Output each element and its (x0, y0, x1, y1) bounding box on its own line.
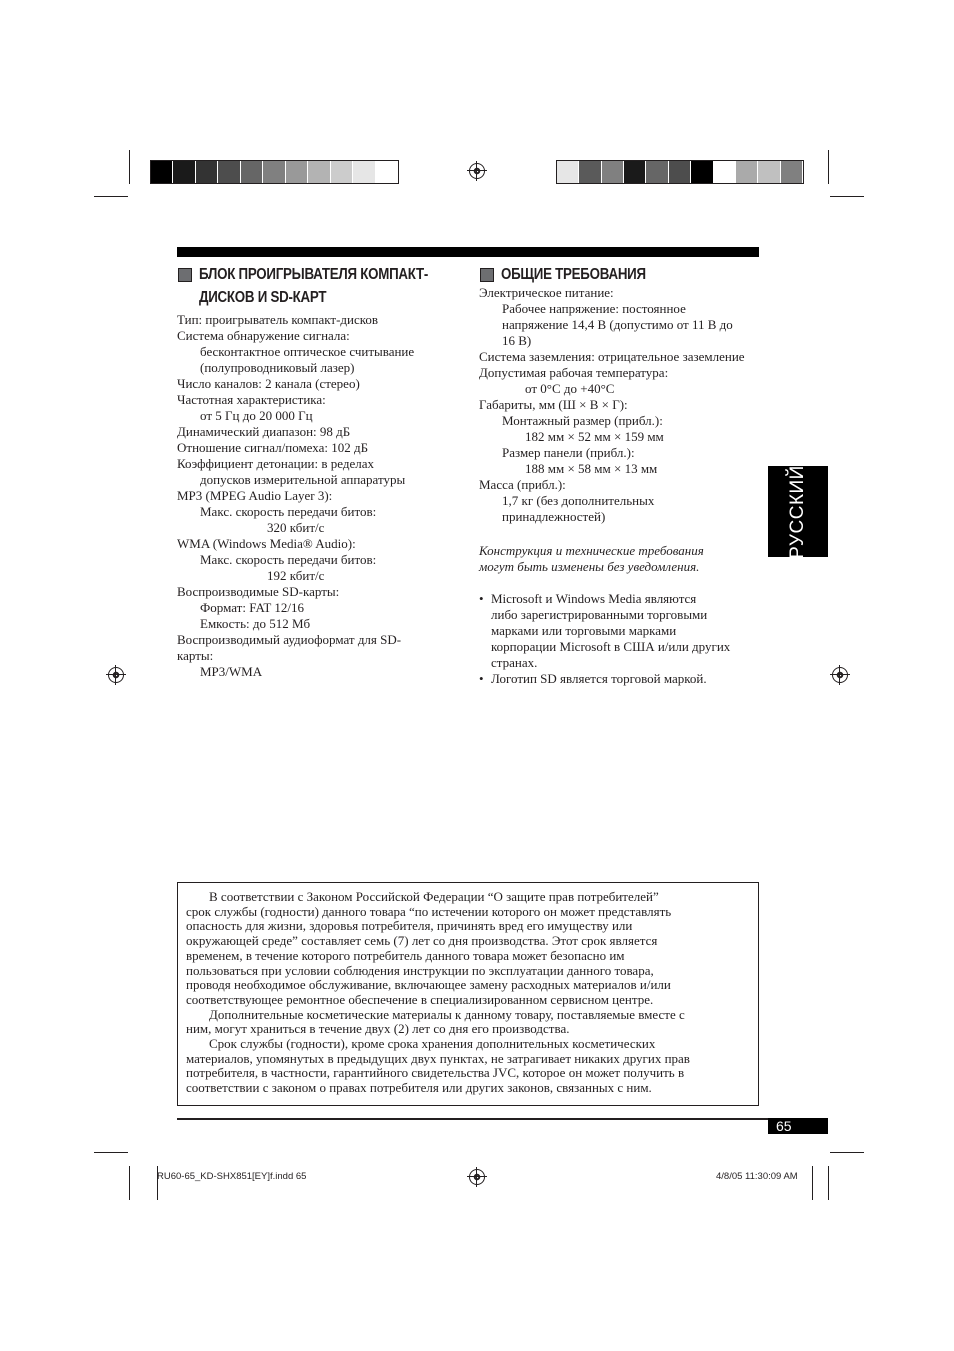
spec-line: Система заземления: отрицательное заземление (479, 349, 745, 364)
registration-mark-icon (469, 1169, 485, 1185)
color-swatch (579, 161, 601, 183)
color-swatch (736, 161, 758, 183)
color-swatch (263, 161, 285, 183)
spec-line: Тип: проигрыватель компакт-дисков (177, 312, 379, 327)
spec-line: допусков измерительной аппаратуры (200, 472, 406, 487)
spec-line: Воспроизводимые SD-карты: (177, 584, 340, 599)
crop-mark (94, 1152, 128, 1153)
cd-sd-spec-list (177, 312, 457, 680)
bullet-line: корпорации Microsoft в США и/или других (491, 639, 731, 654)
notice-line: соответствующее ремонтное обеспечение в специализированном сервисном центре. (186, 991, 654, 1007)
spec-line: 182 мм × 52 мм × 159 мм (525, 429, 664, 444)
notice-line: ним, могут храниться в течение двух (2) лет со дня его производства. (186, 1021, 570, 1037)
color-swatch (557, 161, 579, 183)
spec-line: Отношение сигнал/помеха: 102 дБ (177, 440, 369, 455)
color-swatch (353, 161, 375, 183)
color-calibration-strip-left (150, 160, 399, 184)
color-swatch (241, 161, 263, 183)
spec-line: WMA (Windows Media® Audio): (177, 536, 356, 551)
bullet-line: • Логотип SD является торговой маркой. (491, 671, 707, 686)
footer-datetime: 4/8/05 11:30:09 AM (716, 1171, 798, 1182)
bullet-line: • Microsoft и Windows Media являются (491, 591, 697, 606)
spec-line: Воспроизводимый аудиоформат для SD- (177, 632, 402, 647)
color-swatch (331, 161, 353, 183)
spec-line: Число каналов: 2 канала (стерео) (177, 376, 360, 391)
notice-line: пользоваться при условии соблюдения инструкции по эксплуатации данного товара, (186, 962, 654, 978)
crop-mark (830, 1152, 864, 1153)
crop-mark (828, 1166, 829, 1200)
spec-line: MP3/WMA (200, 664, 263, 679)
page-number: 65 (768, 1118, 828, 1134)
section-heading-cd-sd: БЛОК ПРОИГРЫВАТЕЛЯ КОМПАКТ- ДИСКОВ И SD-КАРТ (199, 266, 429, 306)
color-swatch (714, 161, 736, 183)
crop-mark (129, 150, 130, 184)
notice-line: срок службы (годности) данного товара “по истечении которого он может представлять (186, 903, 672, 919)
color-swatch (308, 161, 330, 183)
footer-rule (177, 1118, 828, 1120)
bullet-line: марками или торговыми марками (491, 623, 677, 638)
registration-mark-icon (469, 163, 485, 179)
spec-line: Допустимая рабочая температура: (479, 365, 669, 380)
general-spec-list (479, 285, 764, 525)
spec-line: Размер панели (прибл.): (502, 445, 635, 460)
notice-line: Срок службы (годности), кроме срока хранения дополнительных косметических (209, 1036, 656, 1052)
color-swatch (669, 161, 691, 183)
bullet-item (479, 591, 764, 671)
spec-line: бесконтактное оптическое считывание (200, 344, 415, 359)
section-square-icon (178, 268, 192, 282)
color-swatch (376, 161, 398, 183)
spec-line: Макс. скорость передачи битов: (200, 552, 377, 567)
spec-line: Емкость: до 512 Мб (200, 616, 311, 631)
trademark-bullets (479, 591, 764, 687)
color-calibration-strip-right (556, 160, 804, 184)
color-swatch (758, 161, 780, 183)
notice-line: опасность для жизни, здоровья потребителя, причинять вред его имуществу или (186, 918, 633, 934)
spec-line: Монтажный размер (прибл.): (502, 413, 663, 428)
notice-line: окружающей среде” составляет семь (7) лет со дня производства. Этот срок является (186, 933, 658, 949)
bullet-line: странах. (491, 655, 538, 670)
registration-mark-icon (832, 667, 848, 683)
notice-line: потребителя, в частности, гарантийного свидетельства JVC, которое он может получить в (186, 1065, 685, 1081)
spec-line: Коэффициент детонации: в ределах (177, 456, 374, 471)
color-swatch (151, 161, 173, 183)
spec-change-note: Конструкция и технические требования могут быть изменены без уведомления. (479, 543, 704, 574)
spec-line: Динамический диапазон: 98 дБ (177, 424, 351, 439)
section-square-icon (480, 268, 494, 282)
language-tab: РУССКИЙ (768, 466, 828, 557)
registration-mark-icon (108, 667, 124, 683)
spec-line: 192 кбит/с (267, 568, 325, 583)
spec-line: 16 В) (502, 333, 532, 348)
spec-line: MP3 (MPEG Audio Layer 3): (177, 488, 333, 503)
color-swatch (691, 161, 713, 183)
color-swatch (781, 161, 803, 183)
general-spec-area (479, 285, 764, 687)
color-swatch (646, 161, 668, 183)
notice-line: материалов, упомянутых в предыдущих двух пунктах, не затрагивает никаких других прав (186, 1050, 690, 1066)
notice-line: проводя необходимое обслуживание, включающее замену расходных материалов и/или (186, 977, 671, 993)
color-swatch (173, 161, 195, 183)
notice-line: соответствии с законом о правах потребителя или других законов, связанных с ним. (186, 1080, 652, 1096)
crop-mark (129, 1166, 130, 1200)
crop-mark (94, 196, 128, 197)
notice-line: В соответствии с Законом Российской Федерации “О защите прав потребителей” (209, 889, 659, 904)
notice-line: Дополнительные косметические материалы к данному товару, поставляемые вместе с (209, 1006, 685, 1022)
color-swatch (624, 161, 646, 183)
spec-line: Частотная характеристика: (177, 392, 326, 407)
footer-file-name: RU60-65_KD-SHX851[EY]f.indd 65 (157, 1171, 307, 1182)
spec-line: от 5 Гц до 20 000 Гц (200, 408, 313, 423)
color-swatch (196, 161, 218, 183)
bullet-line: либо зарегистрированными торговыми (491, 607, 708, 622)
spec-line: напряжение 14,4 В (допустимо от 11 В до (502, 317, 733, 332)
spec-line: Габариты, мм (Ш × В × Г): (479, 397, 628, 412)
spec-line: 1,7 кг (без дополнительных (502, 493, 655, 508)
spec-line: от 0°C до +40°C (525, 381, 615, 396)
crop-mark (830, 196, 864, 197)
notice-line: временем, в течение которого потребитель данного товара может безопасно им (186, 947, 625, 963)
spec-line: Система обнаружение сигнала: (177, 328, 350, 343)
spec-line: 320 кбит/с (267, 520, 325, 535)
color-swatch (286, 161, 308, 183)
spec-line: карты: (177, 648, 214, 663)
spec-line: принадлежностей) (502, 509, 606, 524)
spec-line: Электрическое питание: (479, 285, 614, 300)
spec-line: Масса (прибл.): (479, 477, 566, 492)
crop-mark (828, 150, 829, 184)
service-life-notice (177, 882, 759, 1106)
spec-line: Макс. скорость передачи битов: (200, 504, 377, 519)
color-swatch (218, 161, 240, 183)
crop-mark (812, 1166, 813, 1200)
color-swatch (602, 161, 624, 183)
spec-line: Рабочее напряжение: постоянное (502, 301, 686, 316)
bullet-item (479, 671, 764, 687)
header-rule (177, 247, 759, 257)
spec-line: 188 мм × 58 мм × 13 мм (525, 461, 658, 476)
spec-line: (полупроводниковый лазер) (200, 360, 355, 375)
spec-line: Формат: FAT 12/16 (200, 600, 304, 615)
section-heading-general: ОБЩИЕ ТРЕБОВАНИЯ (501, 266, 646, 283)
